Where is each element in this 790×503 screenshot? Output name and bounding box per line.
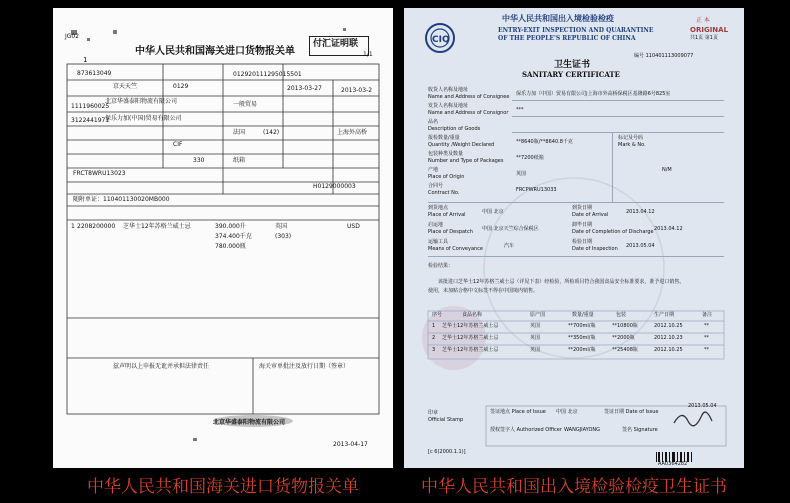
arrival-date-label-en: Date of Arrival bbox=[572, 212, 609, 218]
table-row-1-origin: 英国 bbox=[530, 323, 541, 329]
inspect-date-label-en: Date of Inspection bbox=[572, 246, 618, 252]
declare-date: 2013-03-2 bbox=[341, 87, 373, 94]
package-type: 纸箱 bbox=[233, 157, 246, 164]
th-name: 食品名称 bbox=[462, 312, 483, 318]
pieces-count: 330 bbox=[193, 157, 205, 164]
table-row-3-qty: **200ml/瓶 bbox=[568, 347, 596, 353]
barcode-icon bbox=[656, 452, 692, 462]
cert-authority-cn: 中华人民共和国出入境检验检疫 bbox=[502, 13, 614, 23]
package-label-en: Number and Type of Packages bbox=[428, 158, 504, 164]
caption-sanitary-certificate: 中华人民共和国出入境检验检疫卫生证书 bbox=[421, 477, 727, 497]
table-row-2-index: 2 bbox=[432, 335, 436, 341]
original-cn: 正 本 bbox=[696, 17, 710, 24]
inspect-date-label: 检验日期 bbox=[572, 239, 593, 245]
consignor-value: *** bbox=[516, 107, 524, 113]
goods-currency: USD bbox=[347, 223, 360, 230]
item-number: 1 bbox=[71, 223, 75, 230]
table-row-1-index: 1 bbox=[432, 323, 436, 329]
import-date: 2013-03-27 bbox=[287, 85, 322, 92]
port-code: 0129 bbox=[173, 83, 189, 90]
customs-footer-note: 海关审单批注及放行日期（签章） bbox=[259, 363, 350, 370]
th-qty: 数量/重量 bbox=[572, 312, 594, 318]
origin-label-en: Place of Origin bbox=[428, 174, 465, 180]
destination-port: 上海外高桥 bbox=[337, 129, 368, 136]
consignee-label-en: Name and Address of Consignee bbox=[428, 94, 510, 100]
discharge-label: 卸毕日期 bbox=[572, 222, 593, 228]
bottom-reference: H0129000003 bbox=[313, 183, 356, 190]
cert-authority-en2: OF THE PEOPLE'S REPUBLIC OF CHINA bbox=[498, 35, 636, 42]
issue-date: 2013.05.04 bbox=[688, 403, 717, 409]
sanitary-certificate-scan bbox=[404, 8, 744, 468]
goods-quantity: 390.000升 bbox=[215, 223, 246, 230]
despatch-label-en: Place of Despatch bbox=[428, 229, 473, 235]
table-row-2-origin: 英国 bbox=[530, 335, 541, 341]
number-one: 1 bbox=[83, 56, 88, 64]
origin-value: 英国 bbox=[516, 171, 527, 177]
corner-code: JG02 bbox=[65, 33, 80, 40]
table-row-1-remark: ** bbox=[704, 323, 709, 329]
stamp-label-en: Official Stamp bbox=[428, 417, 464, 423]
table-row-2-package: **2000瓶 bbox=[612, 335, 635, 341]
consignee-value: 保乐力加（中国）贸易有限公司|上海市外高桥保税区基隆路6号825室 bbox=[516, 91, 671, 97]
th-index: 序号 bbox=[432, 312, 443, 318]
form-code: [c 6(2000.1.1)] bbox=[428, 449, 466, 455]
barcode-text: AA0364282 bbox=[658, 461, 688, 467]
th-origin: 原产国 bbox=[530, 312, 546, 318]
table-row-2-remark: ** bbox=[704, 335, 709, 341]
marks-label-en: Mark & No. bbox=[618, 142, 646, 148]
country-origin: 法国 bbox=[233, 129, 246, 136]
marks-value: N/M bbox=[662, 167, 672, 173]
quantity-label: 报检数量/重量 bbox=[428, 135, 460, 141]
signature-label: 签名 Signature bbox=[622, 427, 658, 433]
country-code: (142) bbox=[263, 129, 280, 136]
table-row-1-package: **10800瓶 bbox=[612, 323, 638, 329]
stamp-label: 印章 bbox=[428, 410, 439, 416]
cert-authority-en1: ENTRY-EXIT INSPECTION AND QUARANTINE bbox=[498, 27, 654, 34]
caption-customs-declaration: 中华人民共和国海关进口货物报关单 bbox=[87, 477, 359, 497]
copy-label: 付汇证明联 bbox=[313, 39, 359, 49]
goods-bottles: 780.000瓶 bbox=[215, 243, 246, 250]
certificate-number: 编号 110401113009077 bbox=[634, 53, 694, 59]
conveyance-value: 汽车 bbox=[504, 243, 515, 249]
result-line-2: 使用，未加贴合格中文标签不得在中国境内销售。 bbox=[428, 288, 539, 294]
th-package: 包装 bbox=[616, 312, 627, 318]
table-row-2-date: 2012.10.23 bbox=[654, 335, 683, 341]
declarant-note: 兹声明以上申报无讹并承担法律责任 bbox=[113, 363, 210, 370]
th-remark: 备注 bbox=[702, 312, 713, 318]
hs-code: 2208200000 bbox=[77, 223, 116, 230]
ref-number: 873613049 bbox=[77, 70, 112, 77]
customs-declaration-scan bbox=[53, 8, 393, 468]
contract-number: FRCT8WRU13023 bbox=[73, 170, 126, 177]
certificate-title-en: SANITARY CERTIFICATE bbox=[522, 70, 620, 79]
inspect-date: 2013.05.04 bbox=[626, 243, 655, 249]
table-row-3-package: **25408瓶 bbox=[612, 347, 638, 353]
result-label: 检验结果： bbox=[428, 263, 454, 269]
svg-text:CIQ: CIQ bbox=[432, 35, 450, 45]
th-prod-date: 生产日期 bbox=[654, 312, 675, 318]
arrival-label: 到货地点 bbox=[428, 205, 449, 211]
contract-value: FRCPWRU13033 bbox=[516, 187, 557, 193]
marks-label: 标记及号码 bbox=[618, 135, 644, 141]
page-number: 共1页 第1页 bbox=[690, 35, 718, 41]
officer-name: WANGJIAYONG bbox=[564, 427, 601, 433]
arrival-date-label: 到货日期 bbox=[572, 205, 593, 211]
goods-origin-code: (303) bbox=[275, 233, 292, 240]
arrival-date: 2013.04.12 bbox=[626, 209, 655, 215]
contract-label-en: Contract No. bbox=[428, 190, 460, 196]
table-row-2-name: 芝华士12年苏格兰威士忌 bbox=[442, 335, 499, 341]
goods-description: 芝华士12年苏格兰威士忌 bbox=[123, 223, 191, 230]
transport-mode: 一般贸易 bbox=[233, 101, 258, 108]
declaration-number: 012920111295015501 bbox=[233, 71, 302, 78]
consignor-label-en: Name and Address of Consignor bbox=[428, 110, 509, 116]
quantity-label-en: Quantity /Weight Declared bbox=[428, 142, 495, 148]
ciq-logo-icon bbox=[426, 24, 454, 52]
conveyance-label-en: Means of Conveyance bbox=[428, 246, 483, 252]
owner-name: 保乐力加(中国)贸易有限公司 bbox=[105, 115, 182, 122]
contract-label: 合同号 bbox=[428, 183, 444, 189]
issue-place: 中国 北京 bbox=[556, 409, 578, 415]
company-stamp: 北京华盛泰阳物流有限公司 bbox=[213, 419, 286, 426]
despatch-value: 中国 北京天竺综合保税区 bbox=[482, 226, 539, 232]
attached-docs: 随附单证：110401130020MB000 bbox=[73, 196, 170, 203]
consignee-name: 北京华盛泰阳物流有限公司 bbox=[105, 98, 178, 105]
table-row-3-index: 3 bbox=[432, 347, 436, 353]
result-line-1: 该批进口芝华士12年苏格兰威士忌（详见下表）经检验，所检项目符合我国食品安全标准要求，准予进口销售。 bbox=[438, 279, 685, 285]
origin-label: 产地 bbox=[428, 167, 439, 173]
table-row-1-name: 芝华士12年苏格兰威士忌 bbox=[442, 323, 499, 329]
discharge-date: 2013.04.12 bbox=[654, 226, 683, 232]
goods-weight: 374.400千克 bbox=[215, 233, 252, 240]
arrival-value: 中国 北京 bbox=[482, 209, 504, 215]
table-row-1-qty: **700ml/瓶 bbox=[568, 323, 596, 329]
original-en: ORIGINAL bbox=[690, 26, 729, 34]
stamp-date: 2013-04-17 bbox=[333, 441, 368, 448]
arrival-label-en: Place of Arrival bbox=[428, 212, 466, 218]
issue-date-label: 签证日期 Date of Issue bbox=[604, 409, 659, 415]
page-count: 1/1 bbox=[363, 51, 373, 58]
table-row-1-date: 2012.10.25 bbox=[654, 323, 683, 329]
owner-code: 3122441971 bbox=[71, 117, 110, 124]
table-row-3-remark: ** bbox=[704, 347, 709, 353]
issue-place-label: 签证地点 Place of Issue bbox=[490, 409, 546, 415]
quantity-value: **8640瓶/**8640.8千克 bbox=[516, 139, 573, 145]
package-value: **7200纸箱 bbox=[516, 155, 544, 161]
discharge-label-en: Date of Completion of Discharge bbox=[572, 229, 654, 235]
goods-label-en: Description of Goods bbox=[428, 126, 481, 132]
trade-term: CIF bbox=[173, 141, 183, 148]
despatch-label: 启运地 bbox=[428, 222, 444, 228]
customs-form-title: 中华人民共和国海关进口货物报关单 bbox=[135, 46, 295, 57]
table-row-3-date: 2012.10.25 bbox=[654, 347, 683, 353]
entry-port: 京天天竺 bbox=[113, 83, 138, 90]
consignee-code: 1111960025 bbox=[71, 103, 110, 110]
consignee-label: 收货人名称及地址 bbox=[428, 87, 469, 93]
table-row-3-name: 芝华士12年苏格兰威士忌 bbox=[442, 347, 499, 353]
goods-label: 品名 bbox=[428, 119, 439, 125]
goods-origin: 英国 bbox=[275, 223, 288, 230]
officer-label: 授权签字人 Authorized Officer bbox=[490, 427, 562, 433]
table-row-2-qty: **350ml/瓶 bbox=[568, 335, 596, 341]
table-row-3-origin: 英国 bbox=[530, 347, 541, 353]
certificate-title-cn: 卫生证书 bbox=[554, 60, 591, 70]
conveyance-label: 运输工具 bbox=[428, 239, 449, 245]
consignor-label: 发货人名称及地址 bbox=[428, 103, 469, 109]
package-label: 包装种类及数量 bbox=[428, 151, 464, 157]
